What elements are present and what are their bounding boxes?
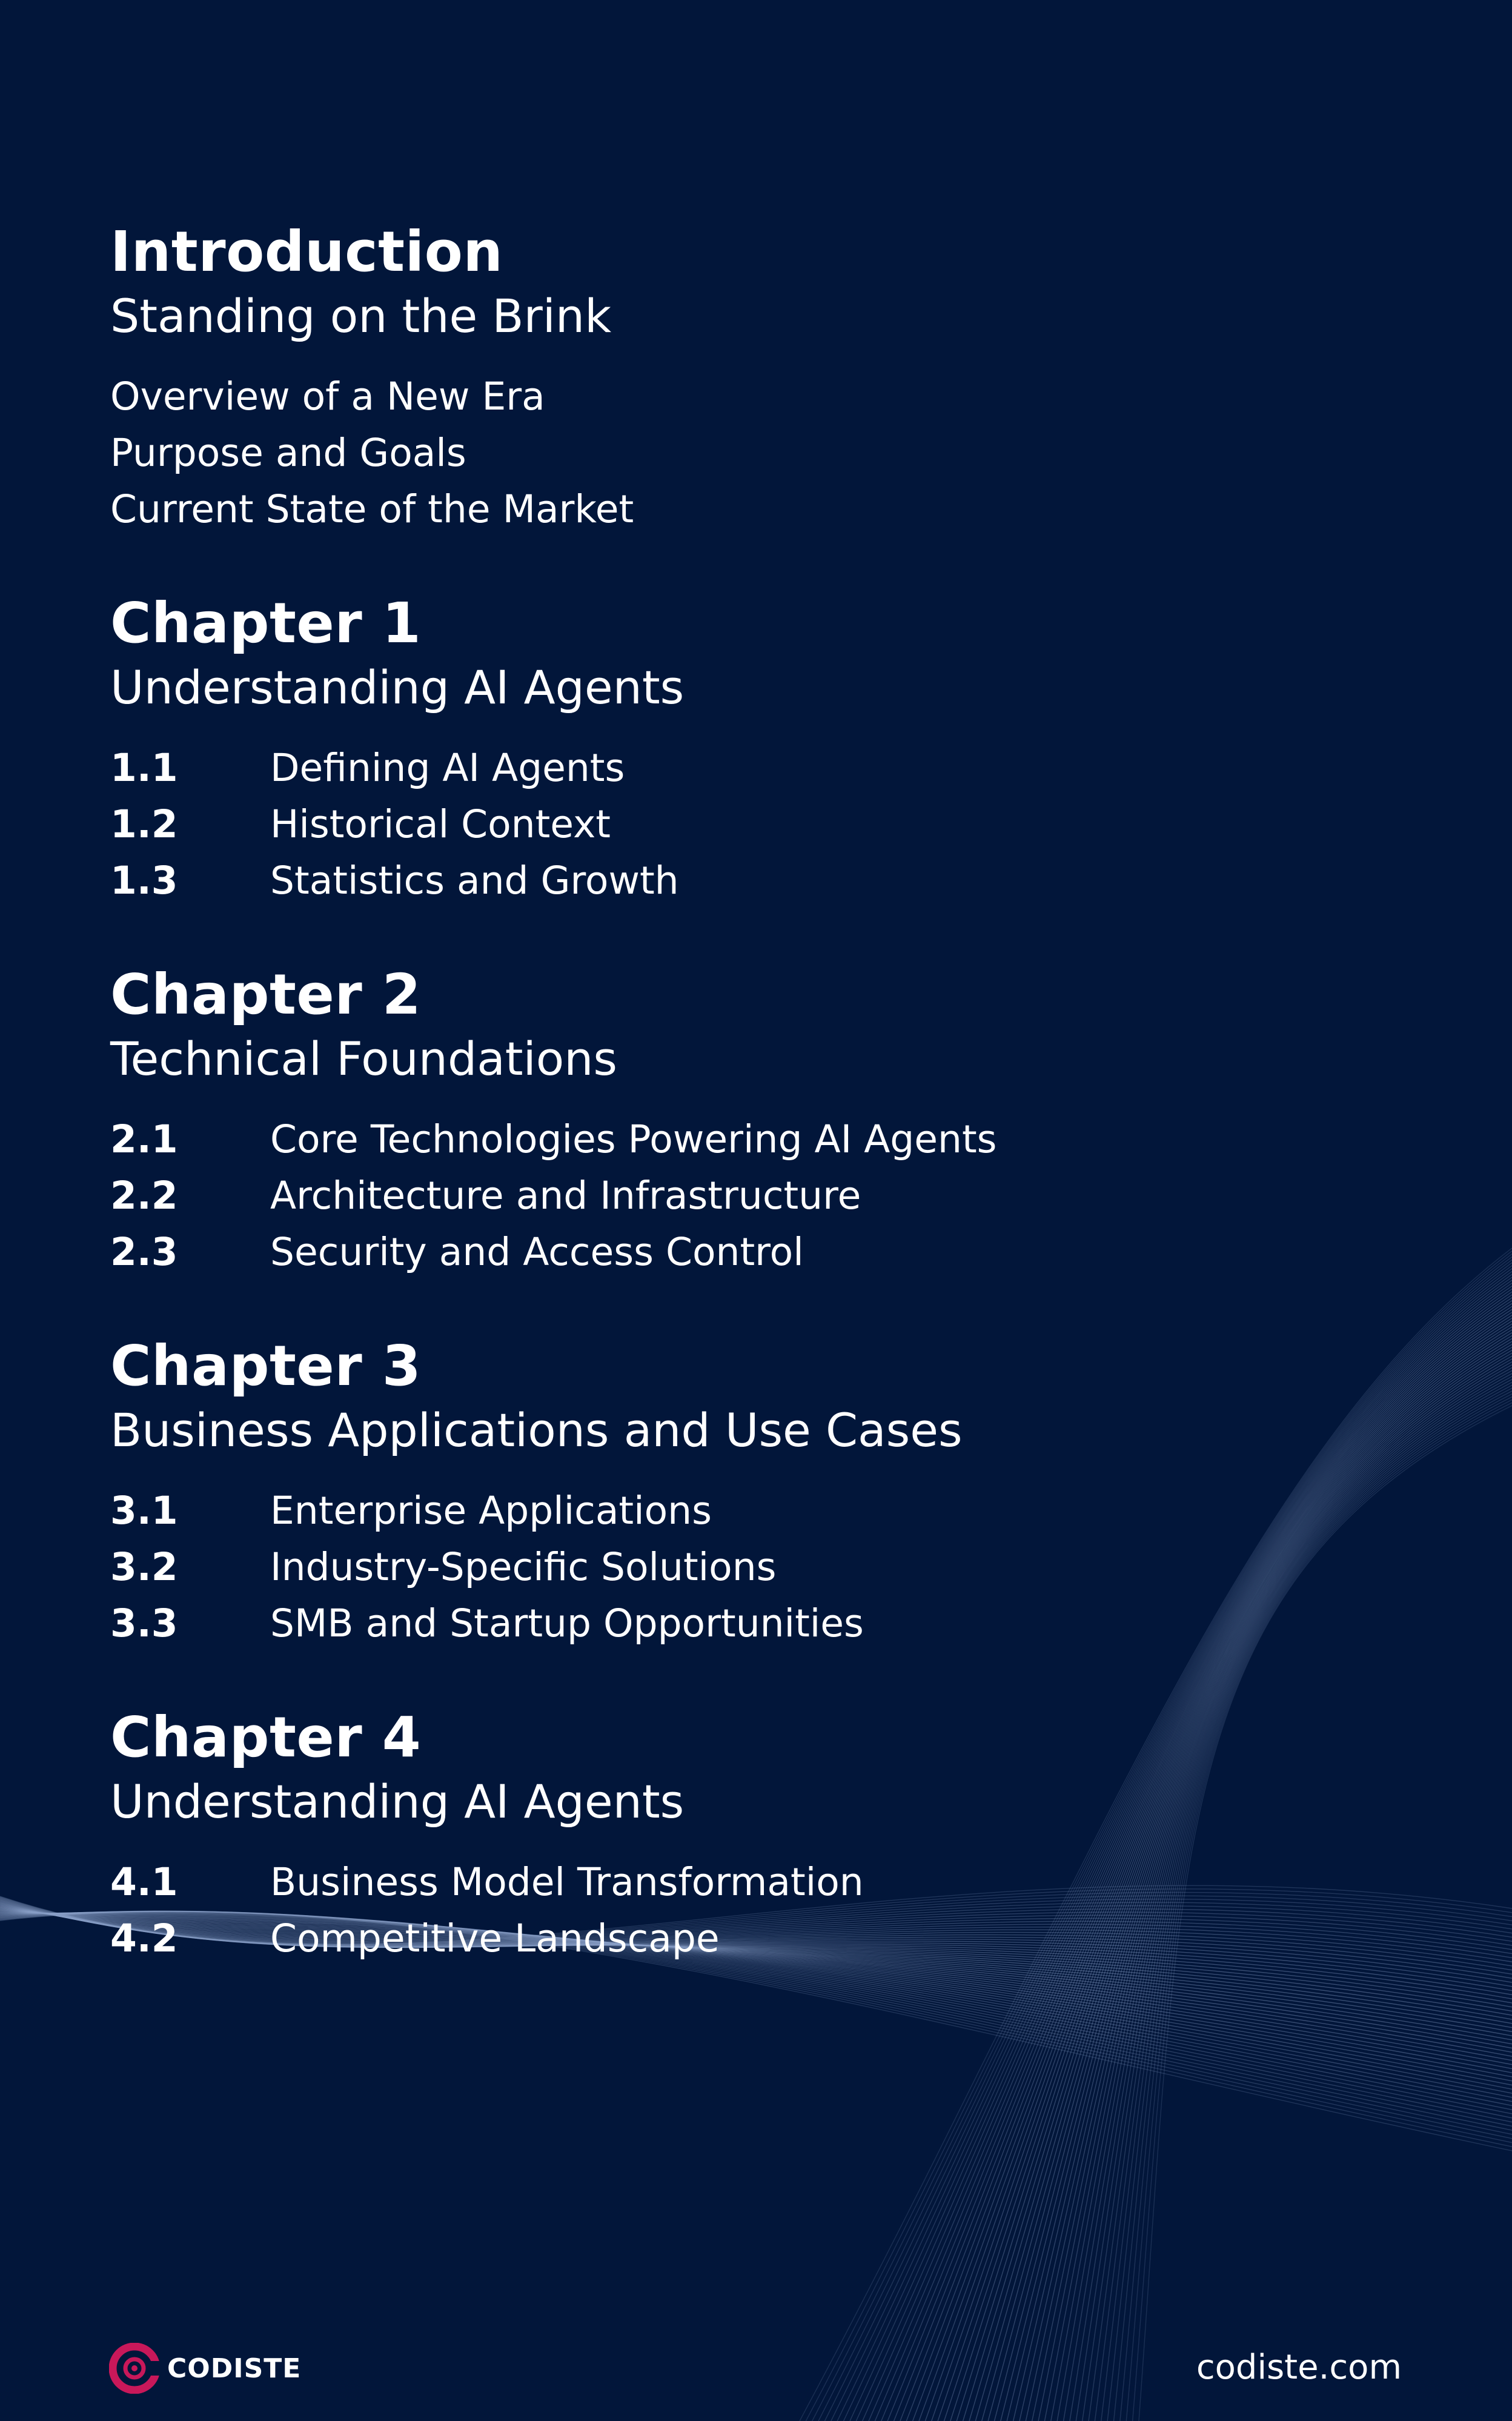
toc-entry bbox=[110, 1224, 1382, 1280]
chapter-3-section bbox=[110, 1332, 1382, 1652]
entry-number: 2.2 bbox=[110, 1174, 178, 1218]
entry-number: 4.1 bbox=[110, 1860, 178, 1904]
table-of-contents bbox=[110, 218, 1382, 2019]
intro-item: Purpose and Goals bbox=[110, 431, 466, 475]
chapter-subtitle: Understanding AI Agents bbox=[110, 660, 685, 714]
entry-title: Architecture and Infrastructure bbox=[270, 1174, 861, 1218]
chapter-title: Chapter 2 bbox=[110, 962, 422, 1027]
toc-entry bbox=[110, 740, 1382, 796]
chapter-subtitle: Understanding AI Agents bbox=[110, 1775, 685, 1828]
chapter-title: Chapter 3 bbox=[110, 1333, 422, 1398]
intro-item: Current State of the Market bbox=[110, 487, 634, 531]
website-link[interactable]: codiste.com bbox=[1196, 2348, 1402, 2387]
entry-number: 3.3 bbox=[110, 1601, 178, 1646]
toc-entry bbox=[110, 796, 1382, 852]
entry-title: Core Technologies Powering AI Agents bbox=[270, 1117, 997, 1161]
entry-title: Industry-Specific Solutions bbox=[270, 1545, 777, 1589]
entry-title: Defining AI Agents bbox=[270, 746, 625, 790]
chapter-1-section bbox=[110, 589, 1382, 909]
entry-title: SMB and Startup Opportunities bbox=[270, 1601, 864, 1646]
chapter-subtitle: Business Applications and Use Cases bbox=[110, 1403, 963, 1457]
entry-title: Statistics and Growth bbox=[270, 858, 679, 903]
toc-entry bbox=[110, 1111, 1382, 1167]
introduction-section bbox=[110, 218, 1382, 537]
toc-entry bbox=[110, 1910, 1382, 1967]
entry-number: 2.1 bbox=[110, 1117, 178, 1161]
entry-title: Business Model Transformation bbox=[270, 1860, 864, 1904]
toc-entry bbox=[110, 852, 1382, 909]
entry-number: 1.1 bbox=[110, 746, 178, 790]
brand-logo[interactable] bbox=[109, 2341, 301, 2396]
entry-title: Security and Access Control bbox=[270, 1230, 804, 1274]
chapter-title: Chapter 1 bbox=[110, 591, 422, 656]
introduction-subtitle: Standing on the Brink bbox=[110, 289, 612, 343]
entry-number: 1.3 bbox=[110, 858, 178, 903]
chapter-2-section bbox=[110, 961, 1382, 1280]
toc-entry bbox=[110, 1595, 1382, 1652]
entry-title: Enterprise Applications bbox=[270, 1489, 712, 1533]
brand-name: CODISTE bbox=[167, 2353, 302, 2384]
toc-entry bbox=[110, 1483, 1382, 1539]
intro-item: Overview of a New Era bbox=[110, 374, 545, 419]
toc-entry bbox=[110, 1854, 1382, 1910]
introduction-title: Introduction bbox=[110, 219, 503, 284]
entry-number: 4.2 bbox=[110, 1916, 178, 1961]
entry-number: 3.2 bbox=[110, 1545, 178, 1589]
entry-number: 3.1 bbox=[110, 1489, 178, 1533]
entry-title: Competitive Landscape bbox=[270, 1916, 720, 1961]
entry-number: 1.2 bbox=[110, 802, 178, 846]
toc-entry bbox=[110, 1167, 1382, 1224]
chapter-subtitle: Technical Foundations bbox=[110, 1032, 617, 1086]
entry-number: 2.3 bbox=[110, 1230, 178, 1274]
chapter-title: Chapter 4 bbox=[110, 1705, 422, 1770]
codiste-logo-icon bbox=[109, 2343, 160, 2394]
entry-title: Historical Context bbox=[270, 802, 611, 846]
toc-entry bbox=[110, 1539, 1382, 1595]
chapter-4-section bbox=[110, 1704, 1382, 1967]
